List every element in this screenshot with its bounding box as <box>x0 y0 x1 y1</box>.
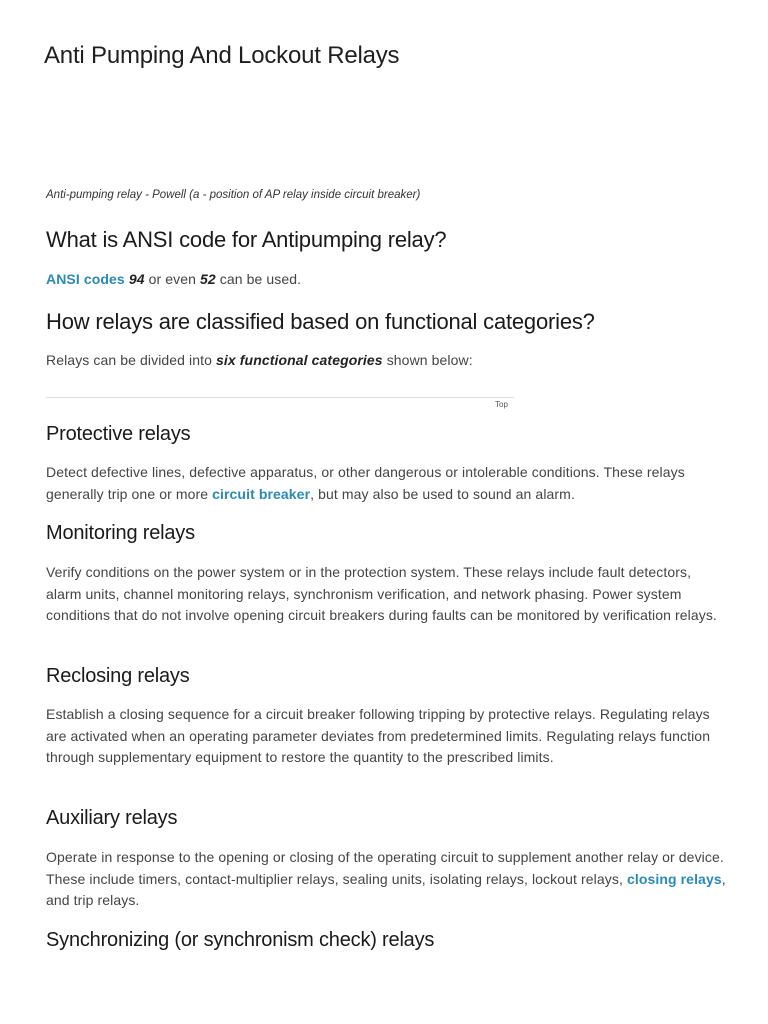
closing-relays-link[interactable]: closing relays <box>626 870 722 887</box>
heading-synchronizing-relays: Synchronizing (or synchronism check) relays <box>46 929 435 951</box>
ansi-text-mid: or even <box>144 271 200 287</box>
heading-auxiliary-relays: Auxiliary relays <box>46 807 178 829</box>
ansi-code-94: 94 <box>128 271 145 287</box>
protective-text-after: , but may also be used to sound an alarm. <box>310 485 575 502</box>
ansi-text-tail: can be used. <box>215 271 302 287</box>
heading-protective-relays: Protective relays <box>46 423 191 445</box>
reclosing-paragraph: Establish a closing sequence for a circuit breaker following tripping by protective relays. Regulating relays are activated when an operating parameter deviates from predetermined limits. Regulating relays function through supplementary equipment to restore the quantity to the prescribed limits. <box>46 706 711 765</box>
section-divider <box>46 397 514 398</box>
heading-relay-classification: How relays are classified based on functional categories? <box>46 309 595 334</box>
image-caption: Anti-pumping relay - Powell (a - position of AP relay inside circuit breaker) <box>46 189 421 201</box>
heading-reclosing-relays: Reclosing relays <box>46 665 190 687</box>
ansi-paragraph <box>46 269 726 291</box>
monitoring-paragraph: Verify conditions on the power system or in the protection system. These relays include fault detectors, alarm units, channel monitoring relays, synchronism verification, and network phasing. Power system conditions that do not involve opening circuit breakers during faults can be monitored by verification relays. <box>46 564 717 623</box>
ansi-code-52: 52 <box>199 271 216 287</box>
ansi-codes-link[interactable]: ANSI codes <box>46 271 125 287</box>
classification-lead: Relays can be divided into <box>46 352 217 368</box>
classification-tail: shown below: <box>382 352 473 368</box>
heading-ansi-code: What is ANSI code for Antipumping relay? <box>46 227 447 252</box>
auxiliary-text: Operate in response to the opening or closing of the operating circuit to supplement another relay or device. These include timers, contact-multiplier relays, sealing units, isolating relays, lockout relays, <box>46 849 724 887</box>
classification-paragraph <box>46 350 726 372</box>
protective-text: Detect defective lines, defective apparatus, or other dangerous or intolerable conditions. These relays generally trip one or more <box>46 464 685 502</box>
auxiliary-paragraph <box>46 847 726 912</box>
top-link[interactable]: Top <box>495 400 508 409</box>
heading-monitoring-relays: Monitoring relays <box>46 522 195 544</box>
circuit-breaker-link[interactable]: circuit breaker <box>212 485 311 502</box>
classification-emphasis: six functional categories <box>216 352 383 368</box>
protective-paragraph <box>46 462 726 505</box>
auxiliary-text-after: , and trip relays. <box>46 870 726 908</box>
page-title: Anti Pumping And Lockout Relays <box>44 42 400 69</box>
